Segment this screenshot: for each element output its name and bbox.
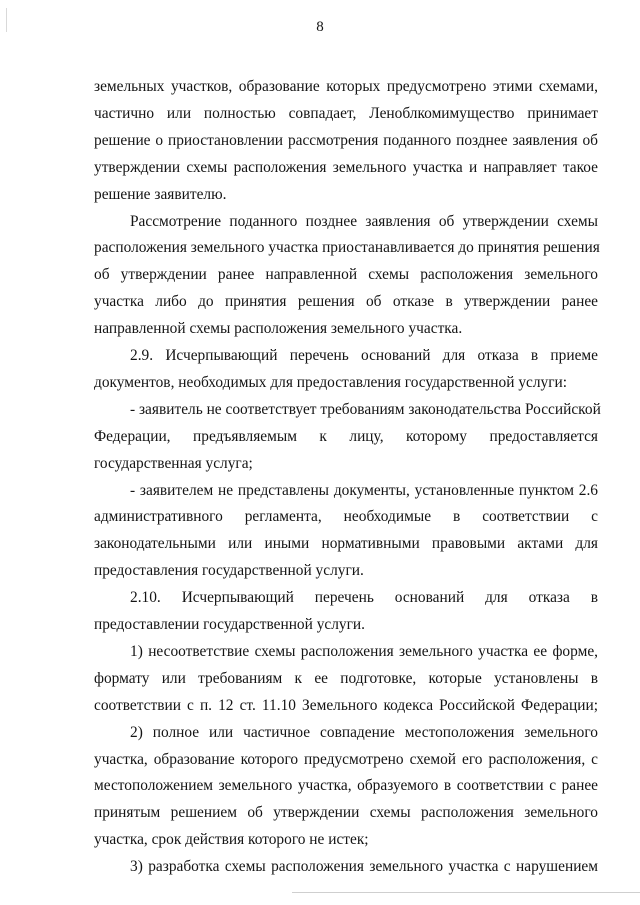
text-line: участка либо до принятия решения об отказе в утверждении ранее	[94, 293, 598, 311]
section-heading-2-9: 2.9. Исчерпывающий перечень оснований для отказа в приеме	[130, 347, 598, 364]
text-line: утверждении схемы расположения земельного участка и направляет такое	[94, 158, 598, 176]
text-line: принятым решением об утверждении схемы расположения земельного	[94, 804, 598, 822]
text-line: участка, образование которого предусмотрено схемой его расположения, с	[94, 750, 598, 768]
page-number: 8	[316, 19, 324, 35]
text-line: направленной схемы расположения земельного участка.	[94, 320, 463, 338]
list-item-line: 2) полное или частичное совпадение местоположения земельного	[130, 723, 598, 741]
text-line: расположения земельного участка приостанавливается до принятия решения	[94, 239, 600, 257]
text-line: решение заявителю.	[94, 185, 227, 203]
text-line: земельных участков, образование которых предусмотрено этими схемами,	[94, 78, 598, 95]
list-item-line: 1) несоответствие схемы расположения земельного участка ее форме,	[130, 642, 598, 660]
text-line: формату или требованиям к ее подготовке, которые установлены в	[94, 669, 598, 687]
text-line: документов, необходимых для предоставления государственной услуги:	[94, 373, 568, 391]
list-item-line: - заявителем не представлены документы, установленные пунктом 2.6	[130, 481, 598, 499]
section-heading-2-10: 2.10. Исчерпывающий перечень оснований для отказа в	[130, 589, 598, 607]
text-line: решение о приостановлении рассмотрения поданного позднее заявления об	[94, 131, 598, 149]
list-item-line: 3) разработка схемы расположения земельного участка с нарушением	[130, 858, 598, 876]
text-line: государственная услуга;	[94, 454, 253, 472]
text-line: об утверждении ранее направленной схемы расположения земельного	[94, 266, 598, 284]
text-line: соответствии с п. 12 ст. 11.10 Земельного кодекса Российской Федерации;	[94, 696, 598, 714]
scan-edge-mark	[292, 892, 640, 893]
text-line: местоположением земельного участка, образуемого в соответствии с ранее	[94, 777, 598, 795]
text-line: участка, срок действия которого не истек;	[94, 831, 369, 849]
text-line: предоставления государственной услуги.	[94, 562, 364, 580]
text-line: Федерации, предъявляемым к лицу, которому предоставляется	[94, 427, 598, 445]
text-line: законодательными или иными нормативными правовыми актами для	[94, 535, 598, 553]
text-line: предоставлении государственной услуги.	[94, 616, 366, 633]
paragraph-first-line: Рассмотрение поданного позднее заявления об утверждении схемы	[130, 212, 598, 230]
text-line: частично или полностью совпадает, Леноблкомимущество принимает	[94, 104, 598, 122]
list-item-line: - заявитель не соответствует требованиям законодательства Российской	[130, 400, 601, 418]
text-line: административного регламента, необходимые в соответствии с	[94, 508, 598, 526]
